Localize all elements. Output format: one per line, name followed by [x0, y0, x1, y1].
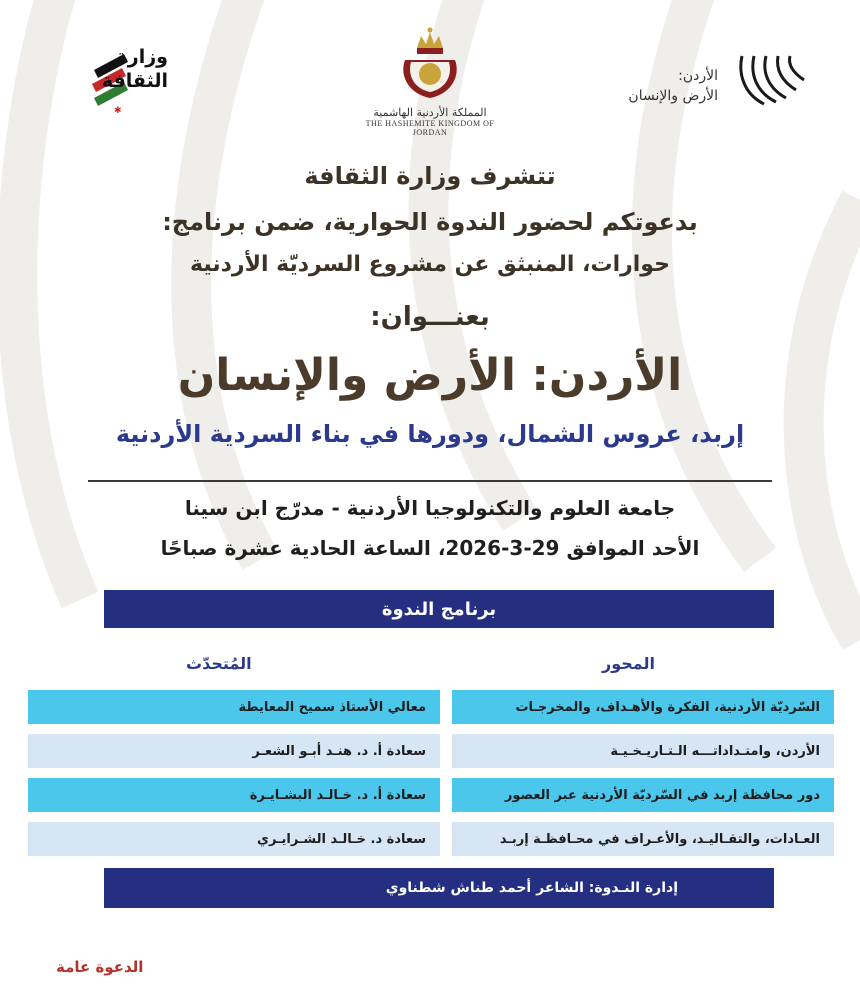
public-invitation-note: الدعوة عامة: [56, 958, 144, 976]
axis-cell: العـادات، والتقـاليـد، والأعـراف في محـافظـة إربـد: [452, 822, 834, 856]
invitation-line-3: حوارات، المنبثق عن مشروع السرديّة الأردنية: [190, 252, 670, 277]
speaker-cell: سعادة أ. د. خـالـد البشـايـرة: [28, 778, 440, 812]
project-logo-text-1: الأردن:: [678, 68, 718, 84]
project-logo: [588, 52, 808, 112]
column-axis-heading: المحور: [602, 654, 655, 673]
ministry-logo-text-2: الثقافة: [101, 70, 168, 92]
ministry-logo-text-1: وزارة: [116, 46, 168, 68]
axis-cell: دور محافظة إربد في السّرديّة الأردنية عبر العصور: [452, 778, 834, 812]
date-line: الأحد الموافق 29-3-2026، الساعة الحادية عشرة صباحًا: [160, 536, 700, 560]
invitation-line-2: بدعوتكم لحضور الندوة الحوارية، ضمن برنامج:: [162, 208, 698, 236]
speaker-cell: سعادة أ. د. هنـد أبـو الشعـر: [28, 734, 440, 768]
program-title: برنامج الندوة: [381, 598, 497, 620]
emblem-caption-ar: المملكة الأردنية الهاشمية: [373, 106, 487, 119]
main-title: الأردن: الأرض والإنسان: [177, 350, 683, 401]
moderator-text: إدارة النـدوة: الشاعر أحمد طناش شطناوي: [385, 880, 678, 896]
subtitle: إربد، عروس الشمال، ودورها في بناء السردية الأردنية: [115, 420, 745, 448]
axis-cell: السّرديّة الأردنية، الفكرة والأهـداف، والمخرجـات: [452, 690, 834, 724]
axis-cell: الأردن، وامتـداداتـــه الـتـاريـخـيـة: [452, 734, 834, 768]
venue-line: جامعة العلوم والتكنولوجيا الأردنية - مدرّج ابن سينا: [184, 496, 676, 520]
invitation-line-1: تتشرف وزارة الثقافة: [304, 162, 556, 190]
crown-emblem-icon: [395, 26, 465, 102]
title-label: بعنـــوان:: [370, 302, 490, 332]
svg-text:✱: ✱: [114, 106, 122, 114]
divider: [88, 480, 772, 482]
column-speaker-heading: المُتحدّث: [186, 654, 252, 673]
project-logo-text-2: الأرض والإنسان: [628, 88, 718, 104]
ministry-logo: [88, 44, 168, 116]
speaker-cell: سعادة د. خـالـد الشـرايـري: [28, 822, 440, 856]
program-title-bar: [104, 590, 774, 628]
moderator-bar: [104, 868, 774, 908]
royal-emblem: [360, 26, 500, 136]
emblem-caption-en: THE HASHEMITE KINGDOM OF JORDAN: [365, 119, 495, 137]
speaker-cell: معالي الأستاذ سميح المعايطة: [28, 690, 440, 724]
project-logo-mark: [736, 54, 808, 110]
